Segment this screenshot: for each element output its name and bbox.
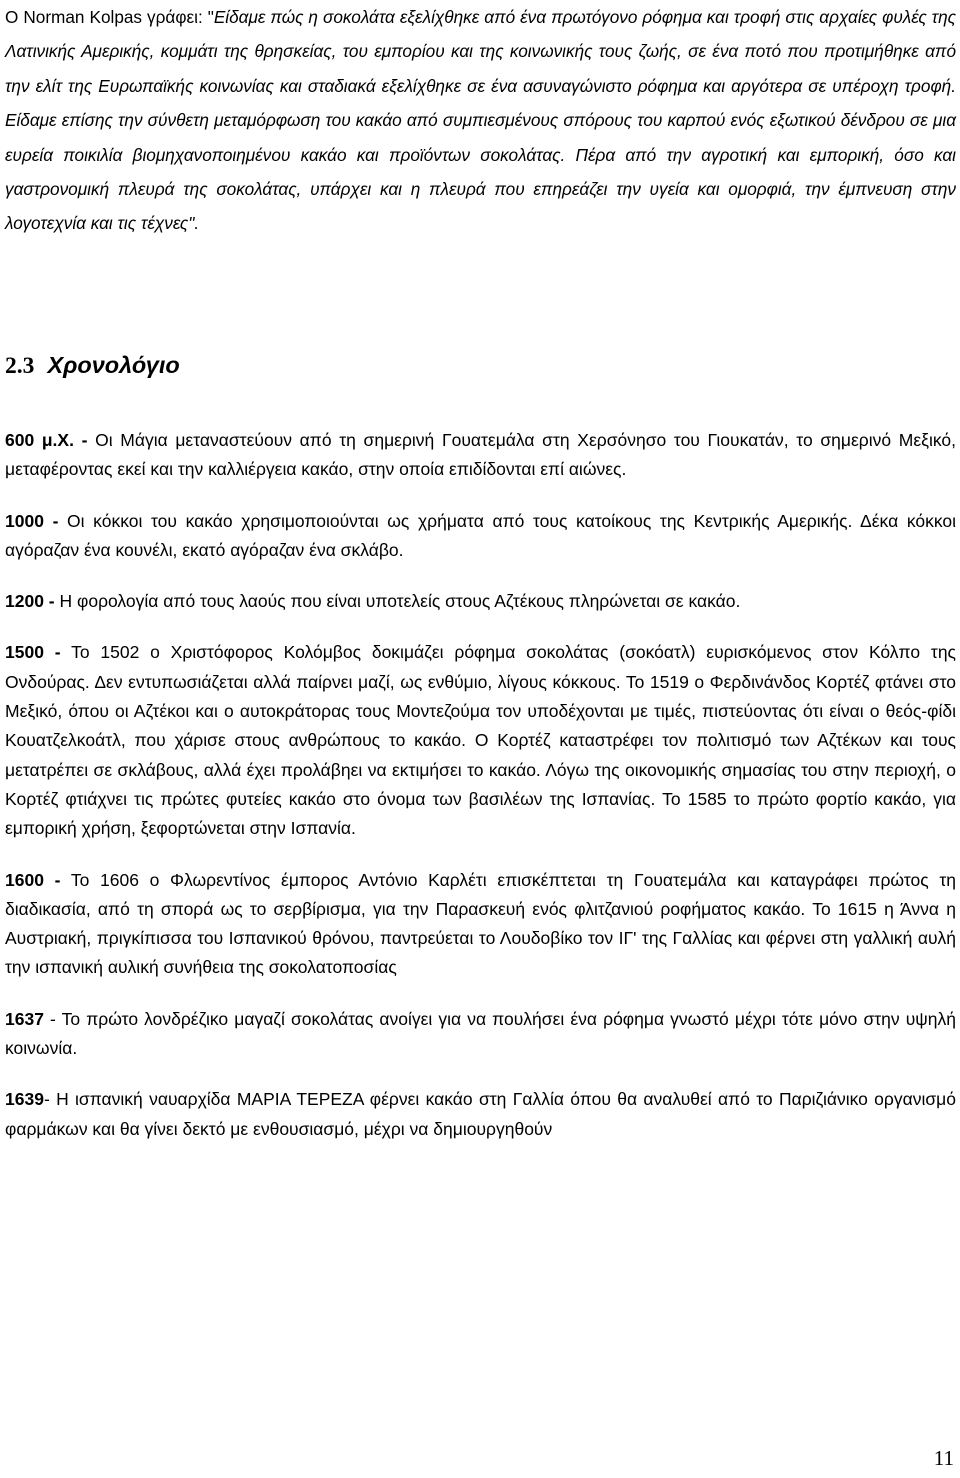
timeline-year: 1000 -	[5, 510, 59, 531]
timeline-text: - Η ισπανική ναυαρχίδα ΜΑΡΙΑ ΤΕΡΕΖΑ φέρνει κακάο στη Γαλλία όπου θα αναλυθεί από το Παριζιάνικο οργανισμό φαρμάκων και θα γίνει δεκτό με ενθουσιασμό, μέχρι να δημιουργηθούν	[5, 1089, 956, 1139]
timeline-entry-1639	[5, 1085, 956, 1144]
timeline-text: Η φορολογία από τους λαούς που είναι υποτελείς στους Αζτέκους πληρώνεται σε κακάο.	[54, 591, 741, 612]
timeline-year: 1600 -	[5, 869, 61, 890]
timeline-text: Το 1502 ο Χριστόφορος Κολόμβος δοκιμάζει ρόφημα σοκολάτας (σοκόατλ) ευρισκόμενος στον Κόλπο της Ονδούρας. Δεν εντυπωσιάζεται αλλά παίρνει μαζί, ως ενθύμιο, λίγους κόκκους. Το 1519 ο Φερδινάνδος Κορτέζ φτάνει στο Μεξικό, όπου οι Αζτέκοι και ο αυτοκράτορας τους Μοντεζούμα τον υποδέχονται με τιμές, πιστεύοντας ότι είναι ο θεός-φίδι Κουατζελκοάτλ, που χάρισε στους ανθρώπους το κακάο. Ο Κορτέζ καταστρέφει τον πολιτισμό των Αζτέκων και τους μετατρέπει σε σκλάβους, αλλά έχει προλάβηει να εκτιμήσει το κακάο. Λόγω της οικονομικής σημασίας του στην περιοχή, ο Κορτέζ φτιάχνει τις πρώτες φυτείες κακάο στο όνομα των βασιλέων της Ισπανίας. Το 1585 το πρώτο φορτίο κακάο, για εμπορική χρήση, ξεφορτώνεται στην Ισπανία.	[5, 642, 956, 839]
quote-body: Είδαμε πώς η σοκολάτα εξελίχθηκε από ένα πρωτόγονο ρόφημα και τροφή στις αρχαίες φυλές της Λατινικής Αμερικής, κομμάτι της θρησκείας, του εμπορίου και της κοινωνικής τους ζωής, σε ένα ποτό που προτιμήθηκε από την ελίτ της Ευρωπαϊκής κοινωνίας και σταδιακά εξελίχθηκε σε ένα ασυναγώνιστο ρόφημα και αργότερα σε υπέροχη τροφή. Είδαμε επίσης την σύνθετη μεταμόρφωση του κακάο από συμπιεσμένους σπόρους του καρπού ενός εξωτικού δένδρου σε μια ευρεία ποικιλία βιομηχανοποιημένου κακάο και προϊόντων σοκολάτας. Πέρα από την αγροτική και εμπορική, όσο και γαστρονομική πλευρά της σοκολάτας, υπάρχει και η πλευρά που επηρεάζει την υγεία και ομορφιά, την έμπνευση στην λογοτεχνία και τις τέχνες".	[5, 7, 956, 234]
timeline-year: 1639	[5, 1089, 44, 1110]
timeline-entry-1600	[5, 866, 956, 983]
timeline-year: 1637	[5, 1008, 44, 1029]
timeline-entry-1637	[5, 1005, 956, 1064]
section-number: 2.3	[5, 353, 35, 379]
intro-quote-paragraph	[5, 0, 956, 241]
timeline-list	[5, 426, 956, 1166]
timeline-text: Οι κόκκοι του κακάο χρησιμοποιούνται ως χρήματα από τους κατοίκους της Κεντρικής Αμερικής. Δέκα κόκκοι αγόραζαν ένα κουνέλι, εκατό αγόραζαν ένα σκλάβο.	[5, 510, 957, 560]
timeline-text: Οι Μάγια μεταναστεύουν από τη σημερινή Γουατεμάλα στη Χερσόνησο του Γιουκατάν, το σημερινό Μεξικό, μεταφέροντας εκεί και την καλλιέργεια κακάο, στην οποία επιδίδονται επί αιώνες.	[5, 430, 956, 480]
quote-lead: Ο Norman Kolpas γράφει: "	[5, 7, 214, 27]
section-heading	[5, 345, 180, 386]
timeline-entry-1200	[5, 587, 956, 616]
page-number: 11	[933, 1446, 954, 1470]
timeline-year: 1200 -	[5, 591, 55, 612]
timeline-year: 1500 -	[5, 642, 61, 663]
timeline-year: 600 μ.Χ. -	[5, 430, 88, 450]
timeline-entry-600	[5, 426, 956, 485]
timeline-text: Το 1606 ο Φλωρεντίνος έμπορος Αντόνιο Καρλέτι επισκέπτεται τη Γουατεμάλα και καταγράφει πρώτος τη διαδικασία, από τη σπορά ως το σερβίρισμα, για την Παρασκευή ενός φλιτζανιού ροφήματος κακάο. Το 1615 η Άννα η Αυστριακή, πριγκίπισσα του Ισπανικού θρόνου, παντρεύεται το Λουδοβίκο τον ΙΓ' της Γαλλίας και φέρνει στη γαλλική αυλή την ισπανική αυλική συνήθεια της σοκολατοποσίας	[5, 869, 957, 978]
timeline-entry-1000	[5, 507, 956, 566]
section-title: Χρονολόγιο	[47, 352, 180, 378]
timeline-entry-1500	[5, 638, 956, 843]
timeline-text: - Το πρώτο λονδρέζικο μαγαζί σοκολάτας ανοίγει για να πουλήσει ένα ρόφημα γνωστό μέχρι τότε μόνο στην υψηλή κοινωνία.	[5, 1008, 956, 1059]
